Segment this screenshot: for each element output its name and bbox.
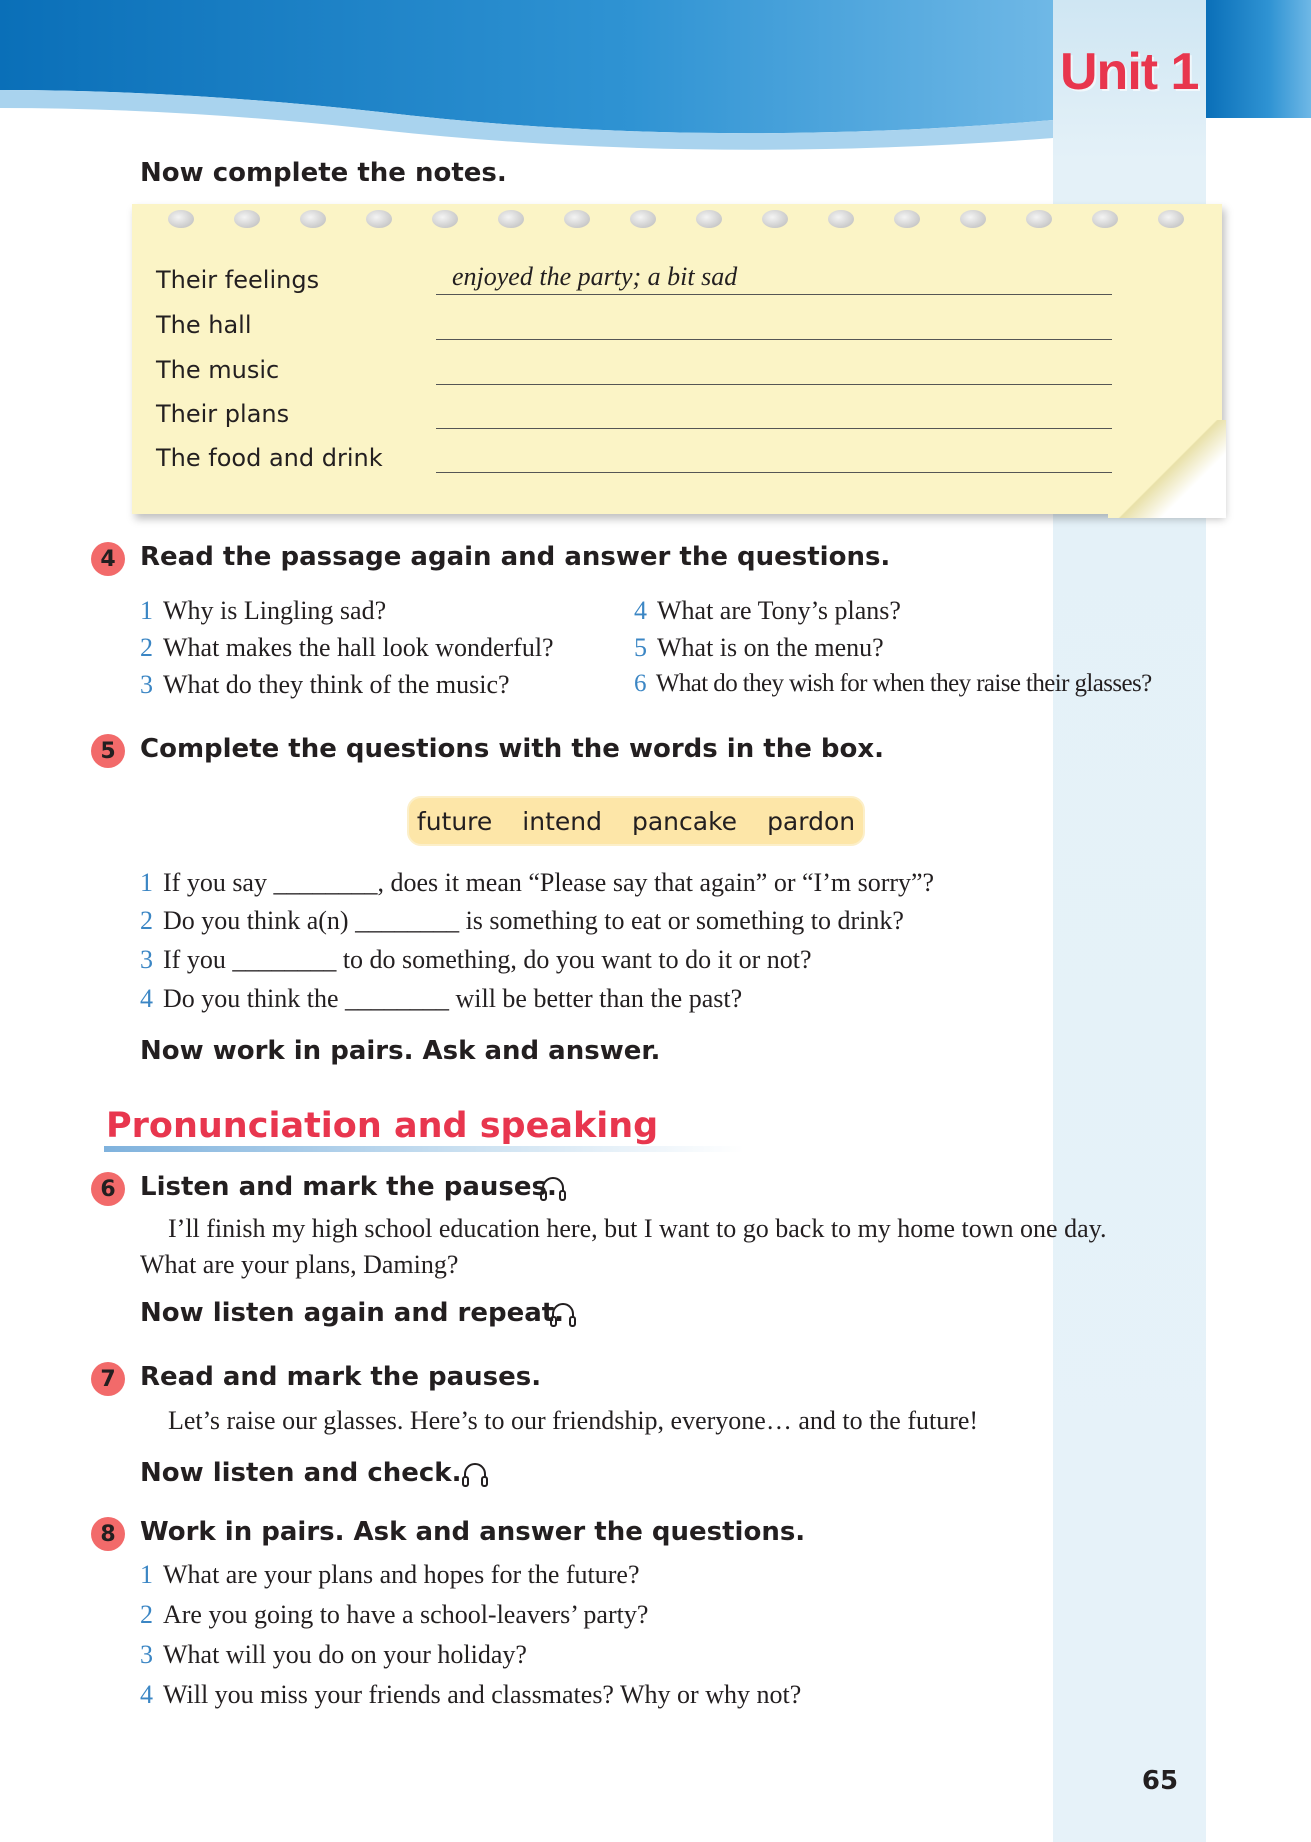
list-item: 3 If you ________ to do something, do you want to do it or not? [140, 945, 812, 974]
list-item: 4 What are Tony’s plans? [634, 596, 901, 625]
list-item: 1 What are your plans and hopes for the future? [140, 1560, 640, 1589]
exercise6-followup: Now listen again and repeat. [140, 1298, 565, 1328]
binding-hole [432, 210, 458, 228]
list-item: 4 Do you think the ________ will be better than the past? [140, 984, 743, 1013]
page-number: 65 [1141, 1766, 1179, 1796]
binding-hole [894, 210, 920, 228]
list-item: 1 If you say ________, does it mean “Please say that again” or “I’m sorry”? [140, 868, 935, 897]
word-box-word: pardon [767, 806, 856, 836]
list-item: 5 What is on the menu? [634, 633, 884, 662]
exercise7-followup: Now listen and check. [140, 1458, 462, 1488]
binding-hole [168, 210, 194, 228]
list-item: 6 What do they wish for when they raise their glasses? [634, 670, 1152, 697]
binding-hole [1158, 210, 1184, 228]
note-label-hall: The hall [156, 311, 252, 339]
headphones-icon[interactable] [548, 1300, 578, 1330]
note-label-feelings: Their feelings [156, 266, 320, 294]
note-answer-line[interactable] [436, 339, 1112, 340]
notes-page-curl [1108, 420, 1226, 518]
section-title: Pronunciation and speaking [106, 1106, 659, 1146]
binding-hole [564, 210, 590, 228]
word-box-word: pancake [631, 806, 738, 836]
binding-hole [630, 210, 656, 228]
exercise-number-badge: 7 [91, 1362, 125, 1396]
exercise5-title: Complete the questions with the words in the box. [140, 734, 885, 764]
exercise-number-badge: 8 [91, 1517, 125, 1551]
note-answer-line[interactable] [436, 428, 1112, 429]
list-item: 2 What makes the hall look wonderful? [140, 633, 554, 662]
headphones-icon[interactable] [460, 1460, 490, 1490]
binding-hole [366, 210, 392, 228]
word-box-word: future [416, 806, 493, 836]
binding-hole [762, 210, 788, 228]
binding-hole [960, 210, 986, 228]
notes-instruction: Now complete the notes. [140, 158, 507, 188]
binding-hole [498, 210, 524, 228]
exercise-number-badge: 5 [91, 734, 125, 768]
list-item: 3 What will you do on your holiday? [140, 1640, 527, 1669]
note-answer-feelings: enjoyed the party; a bit sad [452, 262, 738, 291]
exercise4-title: Read the passage again and answer the questions. [140, 542, 891, 572]
note-label-music: The music [156, 356, 280, 384]
list-item: 2 Are you going to have a school-leavers’ party? [140, 1600, 649, 1629]
section-title-underline [104, 1146, 744, 1152]
exercise8-title: Work in pairs. Ask and answer the questions. [140, 1517, 806, 1547]
binding-hole [828, 210, 854, 228]
binding-hole [300, 210, 326, 228]
headphones-icon[interactable] [538, 1174, 568, 1204]
word-box [407, 796, 865, 846]
binding-hole [696, 210, 722, 228]
list-item: 4 Will you miss your friends and classmates? Why or why not? [140, 1680, 802, 1709]
list-item: 2 Do you think a(n) ________ is something to eat or something to drink? [140, 906, 904, 935]
list-item: 1 Why is Lingling sad? [140, 596, 387, 625]
exercise7-text: Let’s raise our glasses. Here’s to our friendship, everyone… and to the future! [168, 1406, 979, 1435]
binding-hole [1092, 210, 1118, 228]
note-answer-line[interactable] [436, 472, 1112, 473]
note-label-plans: Their plans [156, 400, 290, 428]
note-answer-line[interactable] [436, 294, 1112, 295]
exercise-number-badge: 6 [91, 1172, 125, 1206]
exercise-number-badge: 4 [91, 542, 125, 576]
exercise6-line1: I’ll finish my high school education here, but I want to go back to my home town one day. [168, 1214, 1107, 1243]
word-box-word: intend [522, 806, 602, 836]
unit-label: Unit 1 [1060, 43, 1199, 101]
exercise6-title: Listen and mark the pauses. [140, 1172, 557, 1202]
exercise7-title: Read and mark the pauses. [140, 1362, 542, 1392]
note-label-food-drink: The food and drink [156, 444, 383, 472]
list-item: 3 What do they think of the music? [140, 670, 510, 699]
binding-hole [1026, 210, 1052, 228]
exercise5-followup: Now work in pairs. Ask and answer. [140, 1036, 661, 1066]
exercise6-line2: What are your plans, Daming? [140, 1250, 459, 1279]
note-answer-line[interactable] [436, 384, 1112, 385]
binding-hole [234, 210, 260, 228]
